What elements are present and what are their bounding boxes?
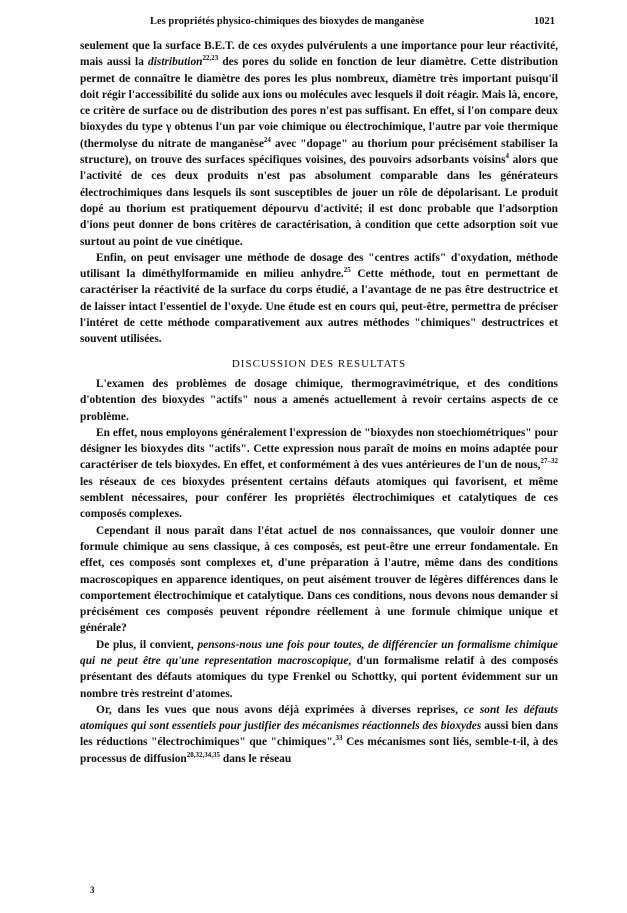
text-run: Ces mécanismes sont liés, semble-t-il, à des processus de diffusion	[80, 736, 558, 765]
reference-superscript: 25	[343, 266, 351, 275]
body-text	[80, 38, 558, 767]
paragraph	[80, 523, 558, 637]
text-run: En effet, nous employons généralement l'expression de "bioxydes non stoechiométriques" pour désigner les bioxydes dits "actifs". Cette expression nous paraît de moins en moins adaptée pour caractériser de tels bioxydes. En effet, et conformément à des vues antérieures de l'un de nous,	[80, 426, 558, 472]
paragraph	[80, 637, 558, 702]
text-run: Enfin, on peut envisager une méthode de dosage des "centres actifs" d'oxydation, méthode utilisant la diméthylformamide en milieu anhydre.	[80, 251, 558, 281]
italic-text: pensons-nous une fois pour toutes, de différencier un formalisme chimique qui ne peut être qu'une representation macroscopique	[80, 638, 558, 667]
reference-superscript: 4	[505, 152, 510, 161]
text-run: avec "dopage" au thorium pour précisément stabiliser la structure), on trouve des surfaces spécifiques voisines, des pouvoirs adsorbants voisins	[80, 137, 558, 167]
reference-superscript: 28,32,34,35	[186, 750, 221, 759]
text-run: Or, dans les vues que nous avons déjà exprimées à diverses reprises,	[96, 703, 464, 716]
reference-superscript: 33	[335, 734, 343, 743]
italic-text: ce sont les défauts atomiques qui sont essentiels pour justifier des mécanismes réactionnels des bioxydes	[80, 703, 559, 733]
reference-superscript: 24	[263, 135, 271, 144]
text-run: alors que l'activité de ces deux produits n'est pas absolument comparable dans les générateurs électrochimiques dans lesquels ils sont susceptibles de jouer un rôle de dépolarisant. Le produit dopé au thorium est pratiquement dépourvu d'activité; il est donc probable que l'adsorption d'ions peut donner de bons critères de caractérisation, à condition que cette adsorption soit vue surtout au point de vue cinétique.	[80, 154, 559, 248]
section-heading: DISCUSSION DES RESULTATS	[231, 357, 407, 370]
text-run: aussi bien dans les réductions "électrochimiques" que "chimiques".	[80, 720, 559, 749]
paragraphs-after	[80, 376, 558, 767]
reference-superscript: 22,23	[202, 54, 219, 63]
text-run: Cependant il nous paraît dans l'état actuel de nos connaissances, que vouloir donner une formule chimique au sens classique, à ces composés, est peut-être une erreur fondamentale. En effet, ces composés sont complexes et, d'une préparation à l'autre, même dans des conditions macroscopiques en apparence identiques, on peut aisément trouver de légères différences dans le comportement électrochimique et catalytique. Dans ces conditions, nous devons nous demander si précisément ces composés peuvent répondre réellement à une formule chimique unique et générale?	[80, 524, 558, 635]
paragraphs-before	[80, 38, 558, 348]
italic-text: distribution	[148, 56, 203, 69]
paragraph	[80, 702, 558, 767]
text-run: , d'un formalisme relatif à des composés présentant des défauts atomiques du type Frenkel ou Schottky, qui portent évidemment sur un nombre très restreint d'atomes.	[80, 654, 558, 700]
running-title: Les propriétés physico-chimiques des bioxydes de manganèse	[150, 16, 424, 27]
footer-mark: 3	[90, 885, 95, 895]
text-run: Cette méthode, tout en permettant de caractériser la réactivité de la surface du corps étudié, a l'avantage de ne pas être destructrice et de laisser intact l'essentiel de l'oxyde. Une étude est en cours qui, peut-être, permettra de préciser l'intéret de cette méthode comparativement aux autres méthodes "chimiques" destructrices et souvent utilisées.	[80, 268, 558, 346]
paragraph	[80, 250, 558, 348]
paragraph	[80, 38, 558, 250]
paragraph	[80, 376, 558, 425]
text-run: les réseaux de ces bioxydes présentent certains défauts atomiques qui favorisent, et même semblent nécessaires, pour conférer les propriétés électrochimiques et catalytiques de ces composés complexes.	[80, 475, 558, 521]
text-run: seulement que la surface B.E.T. de ces oxydes pulvérulents a une importance pour leur réactivité, mais aussi la	[80, 40, 558, 69]
text-run: De plus, il convient,	[96, 638, 198, 651]
text-run: des pores du solide en fonction de leur diamètre. Cette distribution permet de connaître le diamètre des pores les plus nombreux, diamètre très important puisqu'il doit régir l'accessibilité du solide aux ions ou molécules avec lesquels il doit réagir. Mais là, encore, ce critère de surface ou de distribution des pores n'est pas suffisant. En effet, si l'on compare deux bioxydes du type γ obtenus l'un par voie chimique ou électrochimique, l'autre par voie thermique (thermolyse du nitrate de manganèse	[80, 56, 558, 150]
page-number: 1021	[534, 16, 555, 27]
text-run: L'examen des problèmes de dosage chimique, thermogravimétrique, et des conditions d'obtention des bioxydes "actifs" nous a amenés actuellement à revoir certains aspects de ce problème.	[80, 377, 558, 423]
paragraph	[80, 425, 558, 523]
reference-superscript: 27–32	[540, 457, 558, 466]
text-run: dans le réseau	[220, 752, 292, 765]
